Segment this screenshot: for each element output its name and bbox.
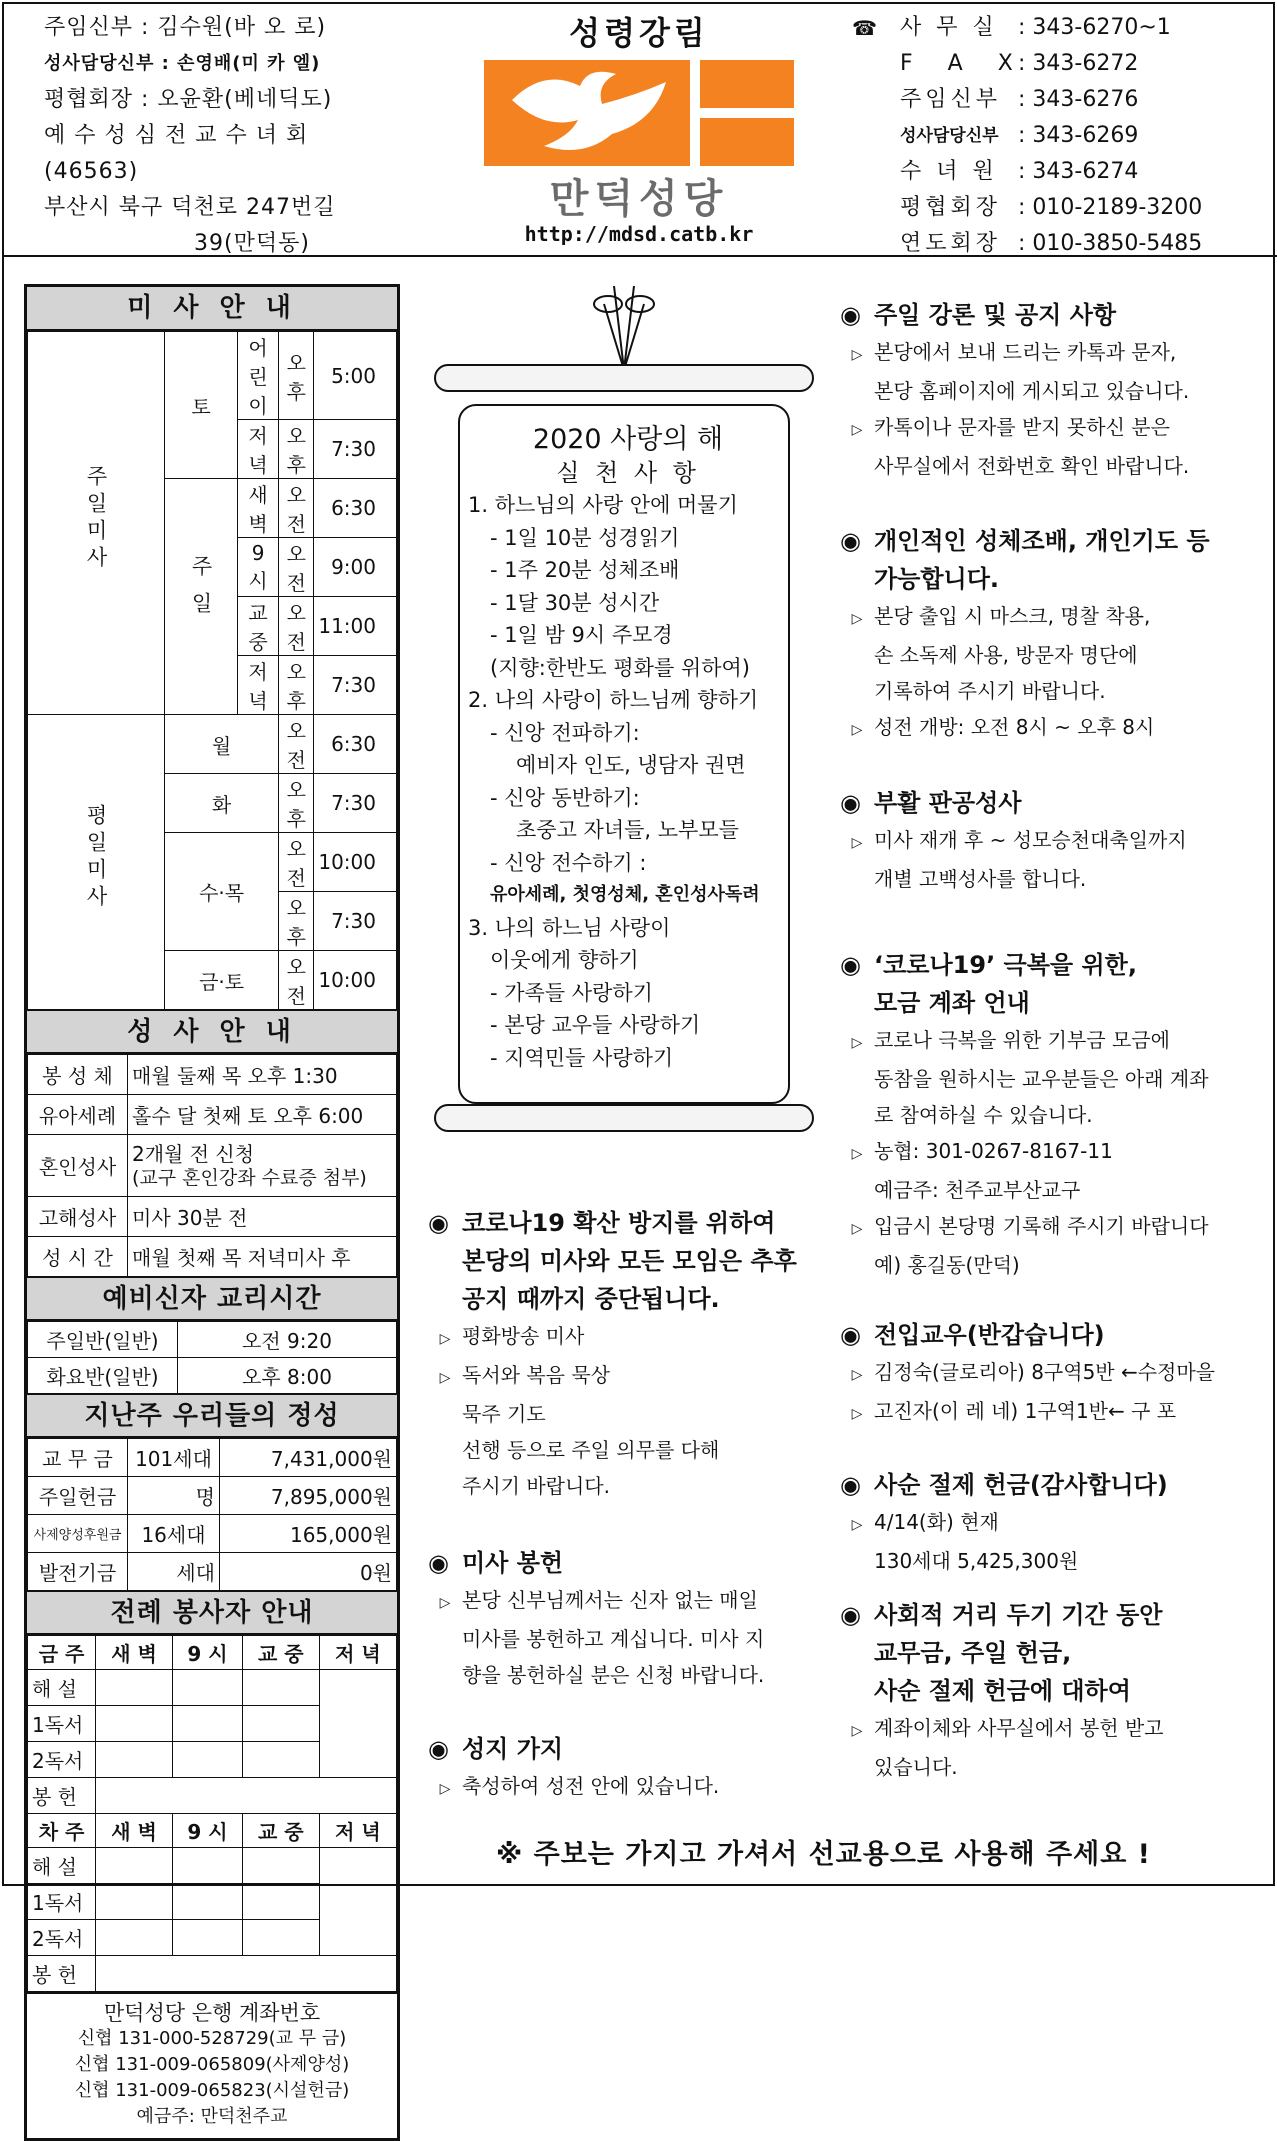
practice-line: - 신앙 동반하기: bbox=[490, 785, 640, 810]
parish-info-line: 주임신부 : 김수원(바 오 로) bbox=[44, 15, 327, 40]
triangle-bullet-icon: ▷ bbox=[439, 1595, 451, 1611]
notice-title: ◉ 전입교우(반갑습니다) bbox=[840, 1316, 1260, 1354]
triangle-bullet-icon: ▷ bbox=[851, 1367, 863, 1383]
servers-col: 교 중 bbox=[242, 1814, 319, 1848]
left-column bbox=[24, 284, 400, 2141]
practice-line: - 신앙 전수하기 : bbox=[490, 850, 647, 875]
triangle-bullet-icon: ▷ bbox=[851, 722, 863, 738]
scroll-top-rod bbox=[434, 364, 814, 392]
notice-line: 예금주: 천주교부산교구 bbox=[874, 1178, 1081, 1202]
mass-time: 7:30 bbox=[314, 656, 397, 715]
sunday-label: 주일 bbox=[165, 479, 238, 715]
notice-line: ▷ 카톡이나 문자를 받지 못하신 분은 bbox=[840, 409, 1260, 448]
notice-line: ▷ 본당에서 보내 드리는 카톡과 문자, bbox=[840, 334, 1260, 373]
bullet-icon: ◉ bbox=[428, 1209, 449, 1237]
class-time: 오후 8:00 bbox=[178, 1358, 397, 1394]
servers-col: 새 벽 bbox=[96, 1814, 173, 1848]
parish-info bbox=[44, 10, 336, 262]
contact-row: 평협회장 : 010-2189-3200 bbox=[900, 195, 1203, 220]
mass-ampm: 오전 bbox=[279, 833, 314, 892]
parish-info-line: 부산시 북구 덕천로 247번길 bbox=[44, 195, 336, 220]
mass-time: 7:30 bbox=[314, 420, 397, 479]
notice-line: 기록하여 주시기 바랍니다. bbox=[874, 679, 1106, 703]
server-role: 봉 헌 bbox=[28, 1956, 96, 1992]
triangle-bullet-icon: ▷ bbox=[851, 835, 863, 851]
triangle-bullet-icon: ▷ bbox=[851, 1723, 863, 1739]
triangle-bullet-icon: ▷ bbox=[439, 1781, 451, 1797]
sacrament-detail: 매월 둘째 목 오후 1:30 bbox=[128, 1055, 397, 1095]
bank-line: 신협 131-009-065823(시설헌금) bbox=[74, 2080, 350, 2101]
bank-line: 신협 131-000-528729(교 무 금) bbox=[77, 2028, 347, 2049]
mass-ampm: 오후 bbox=[279, 332, 314, 420]
dove-logo-icon bbox=[484, 60, 794, 220]
notice-line: ▷ 본당 출입 시 마스크, 명찰 착용, bbox=[840, 598, 1260, 637]
notice-line: ▷ 농협: 301-0267-8167-11 bbox=[840, 1133, 1260, 1172]
notice-line: ▷ 미사 재개 후 ~ 성모승천대축일까지 bbox=[840, 822, 1260, 861]
mass-ampm: 오전 bbox=[279, 597, 314, 656]
mass-ampm: 오후 bbox=[279, 774, 314, 833]
servers-col: 저 녁 bbox=[319, 1636, 396, 1670]
notice-title: ◉ 개인적인 성체조배, 개인기도 등 가능합니다. bbox=[840, 522, 1260, 598]
notice-line: 미사를 봉헌하고 계십니다. 미사 지 bbox=[462, 1627, 765, 1651]
practice-line: - 지역민들 사랑하기 bbox=[490, 1045, 674, 1070]
scroll-text bbox=[468, 424, 788, 1074]
practice-line: - 1달 30분 성시간 bbox=[490, 590, 660, 615]
mass-ampm: 오전 bbox=[279, 715, 314, 774]
triangle-bullet-icon: ▷ bbox=[851, 1517, 863, 1533]
offering-table bbox=[27, 1438, 397, 1591]
bullet-icon: ◉ bbox=[840, 951, 861, 979]
practice-line: - 신앙 전파하기: bbox=[490, 720, 640, 745]
catechumen-title: 예비신자 교리시간 bbox=[27, 1277, 397, 1321]
bullet-icon: ◉ bbox=[840, 1321, 861, 1349]
triangle-bullet-icon: ▷ bbox=[851, 1406, 863, 1422]
notice-title: ◉ 미사 봉헌 bbox=[428, 1544, 828, 1582]
mass-schedule-table bbox=[27, 331, 397, 1010]
practice-line: 유아세례, 첫영성체, 혼인성사독려 bbox=[490, 884, 760, 905]
mass-time: 6:30 bbox=[314, 479, 397, 538]
liturgical-title: 성령강림 bbox=[569, 14, 709, 52]
sacrament-name: 혼인성사 bbox=[28, 1135, 128, 1197]
mass-name: 교 중 bbox=[238, 597, 279, 656]
bank-line: 신협 131-009-065809(사제양성) bbox=[74, 2054, 350, 2075]
server-role: 1독서 bbox=[28, 1706, 96, 1742]
notice-line: ▷ 김정숙(글로리아) 8구역5반 ←수정마을 bbox=[840, 1354, 1260, 1393]
week-label: 금 주 bbox=[28, 1636, 96, 1670]
notice-block bbox=[428, 1204, 828, 1504]
offering-name: 발전기금 bbox=[28, 1553, 128, 1591]
bullet-icon: ◉ bbox=[840, 301, 861, 329]
practice-line: (지향:한반도 평화를 위하여) bbox=[490, 655, 750, 680]
notice-line: 묵주 기도 bbox=[462, 1402, 546, 1426]
header bbox=[4, 4, 1277, 257]
sacrament-detail: 매월 첫째 목 저녁미사 후 bbox=[128, 1237, 397, 1277]
notice-line: ▷ 입금시 본당명 기록해 주시기 바랍니다 bbox=[840, 1208, 1260, 1247]
triangle-bullet-icon: ▷ bbox=[851, 422, 863, 438]
notice-title: ◉ 사순 절제 헌금(감사합니다) bbox=[840, 1466, 1260, 1504]
sacrament-detail: 2개월 전 신청 (교구 혼인강좌 수료증 첨부) bbox=[128, 1135, 397, 1197]
phone-icon: ☎ bbox=[852, 16, 877, 40]
notice-line: 로 참여하실 수 있습니다. bbox=[874, 1103, 1093, 1127]
notice-title: ◉ 성지 가지 bbox=[428, 1730, 828, 1768]
sacrament-title: 성 사 안 내 bbox=[27, 1010, 397, 1054]
notice-block bbox=[840, 1596, 1260, 1785]
scroll-banner bbox=[428, 284, 820, 1144]
servers-col: 9 시 bbox=[173, 1814, 243, 1848]
server-role: 2독서 bbox=[28, 1920, 96, 1956]
server-role: 2독서 bbox=[28, 1742, 96, 1778]
offering-count: 명 bbox=[128, 1477, 220, 1515]
sacrament-name: 유아세례 bbox=[28, 1095, 128, 1135]
offering-title: 지난주 우리들의 정성 bbox=[27, 1394, 397, 1438]
mass-name: 어린이 bbox=[238, 332, 279, 420]
class-name: 화요반(일반) bbox=[28, 1358, 178, 1394]
notice-line: 있습니다. bbox=[874, 1755, 958, 1779]
sacrament-name: 성 시 간 bbox=[28, 1237, 128, 1277]
server-role: 봉 헌 bbox=[28, 1778, 96, 1814]
notice-line: ▷ 코로나 극복을 위한 기부금 모금에 bbox=[840, 1022, 1260, 1061]
weekday-day: 금·토 bbox=[165, 951, 279, 1010]
practice-line: 2. 나의 사랑이 하느님께 향하기 bbox=[468, 688, 759, 712]
offering-count: 16세대 bbox=[128, 1515, 220, 1553]
servers-col: 9 시 bbox=[173, 1636, 243, 1670]
offering-name: 주일헌금 bbox=[28, 1477, 128, 1515]
sacrament-name: 봉 성 체 bbox=[28, 1055, 128, 1095]
bullet-icon: ◉ bbox=[840, 789, 861, 817]
triangle-bullet-icon: ▷ bbox=[851, 1221, 863, 1237]
bullet-icon: ◉ bbox=[428, 1735, 449, 1763]
contact-row: 수 녀 원 : 343-6274 bbox=[900, 159, 1139, 184]
practice-line: 이웃에게 향하기 bbox=[490, 948, 639, 972]
notice-line: 개별 고백성사를 합니다. bbox=[874, 867, 1087, 891]
mass-ampm: 오전 bbox=[279, 538, 314, 597]
offering-name: 교 무 금 bbox=[28, 1439, 128, 1477]
notice-line: 손 소독제 사용, 방문자 명단에 bbox=[874, 643, 1138, 667]
offering-amount: 0원 bbox=[220, 1553, 397, 1591]
week-label: 차 주 bbox=[28, 1814, 96, 1848]
practice-line: - 1주 20분 성체조배 bbox=[490, 558, 680, 582]
notice-line: ▷ 계좌이체와 사무실에서 봉헌 받고 bbox=[840, 1710, 1260, 1749]
bullet-icon: ◉ bbox=[840, 1471, 861, 1499]
parish-info-line: 39(만덕동) bbox=[194, 231, 310, 256]
sacrament-detail: 홀수 달 첫째 토 오후 6:00 bbox=[128, 1095, 397, 1135]
weekday-day: 화 bbox=[165, 774, 279, 833]
parish-logo bbox=[484, 60, 794, 220]
notice-block bbox=[840, 1316, 1260, 1432]
notice-block bbox=[840, 1466, 1260, 1579]
notice-block bbox=[840, 946, 1260, 1283]
mass-schedule-title: 미 사 안 내 bbox=[27, 287, 397, 331]
notice-title: ◉ 사회적 거리 두기 기간 동안 교무금, 주일 헌금, 사순 절제 헌금에 대하여 bbox=[840, 1596, 1260, 1710]
triangle-bullet-icon: ▷ bbox=[851, 611, 863, 627]
offering-amount: 165,000원 bbox=[220, 1515, 397, 1553]
practice-line: - 가족들 사랑하기 bbox=[490, 980, 653, 1005]
bullet-icon: ◉ bbox=[840, 527, 861, 555]
server-role: 1독서 bbox=[28, 1884, 96, 1920]
bulletin-frame bbox=[2, 2, 1275, 2127]
mass-time: 9:00 bbox=[314, 538, 397, 597]
footer-note: ※ 주보는 가지고 가셔서 선교용으로 사용해 주세요 ! bbox=[496, 1839, 1152, 1870]
bank-title: 만덕성당 은행 계좌번호 bbox=[103, 2001, 321, 2025]
sunday-mass-label: 주일미사 bbox=[28, 332, 165, 715]
sacrament-table bbox=[27, 1054, 397, 1277]
practice-line: 1. 하느님의 사랑 안에 머물기 bbox=[468, 493, 738, 517]
notice-block bbox=[840, 784, 1260, 897]
sacrament-detail: 미사 30분 전 bbox=[128, 1197, 397, 1237]
scroll-bottom-rod bbox=[434, 1104, 814, 1132]
servers-table bbox=[27, 1635, 397, 1992]
contact-row: 연도회장 : 010-3850-5485 bbox=[900, 231, 1203, 256]
mass-time: 6:30 bbox=[314, 715, 397, 774]
practice-line: - 1일 10분 성경읽기 bbox=[490, 525, 680, 550]
masthead bbox=[474, 8, 804, 246]
triangle-bullet-icon: ▷ bbox=[851, 1146, 863, 1162]
server-role: 해 설 bbox=[28, 1848, 96, 1884]
triangle-bullet-icon: ▷ bbox=[851, 347, 863, 363]
notice-title: ◉ 코로나19 확산 방지를 위하여 본당의 미사와 모든 모임은 추후 공지 때까지 중단됩니다. bbox=[428, 1204, 828, 1318]
notice-line: 선행 등으로 주일 의무를 다해 bbox=[462, 1438, 720, 1462]
offering-amount: 7,431,000원 bbox=[220, 1439, 397, 1477]
practice-line: 예비자 인도, 냉담자 권면 bbox=[516, 753, 746, 777]
notice-title: ◉ 부활 판공성사 bbox=[840, 784, 1260, 822]
notice-line: 주시기 바랍니다. bbox=[462, 1474, 610, 1498]
bullet-icon: ◉ bbox=[428, 1549, 449, 1577]
notice-block bbox=[840, 296, 1260, 484]
notice-line: 본당 홈페이지에 게시되고 있습니다. bbox=[874, 379, 1190, 403]
mass-time: 7:30 bbox=[314, 892, 397, 951]
weekday-mass-label: 평일미사 bbox=[28, 715, 165, 1010]
parish-info-line: 성사담당신부 : 손영배(미 카 엘) bbox=[44, 53, 321, 74]
contact-row: 주임신부 : 343-6276 bbox=[900, 87, 1139, 112]
notice-line: 향을 봉헌하실 분은 신청 바랍니다. bbox=[462, 1663, 765, 1687]
mass-time: 7:30 bbox=[314, 774, 397, 833]
bank-line: 예금주: 만덕천주교 bbox=[136, 2106, 288, 2127]
notice-block bbox=[428, 1730, 828, 1807]
servers-col: 저 녁 bbox=[319, 1814, 396, 1848]
mass-name: 저 녁 bbox=[238, 656, 279, 715]
weekday-day: 월 bbox=[165, 715, 279, 774]
contact-row: F A X : 343-6272 bbox=[900, 51, 1139, 76]
class-name: 주일반(일반) bbox=[28, 1322, 178, 1358]
servers-col: 새 벽 bbox=[96, 1636, 173, 1670]
notice-title: ◉ 주일 강론 및 공지 사항 bbox=[840, 296, 1260, 334]
offering-amount: 7,895,000원 bbox=[220, 1477, 397, 1515]
notice-line: ▷ 축성하여 성전 안에 있습니다. bbox=[428, 1768, 828, 1807]
notice-line: ▷ 고진자(이 레 네) 1구역1반← 구 포 bbox=[840, 1393, 1260, 1432]
bullet-icon: ◉ bbox=[840, 1601, 861, 1629]
parish-info-line: (46563) bbox=[44, 159, 139, 184]
servers-col: 교 중 bbox=[242, 1636, 319, 1670]
offering-count: 101세대 bbox=[128, 1439, 220, 1477]
mass-ampm: 오전 bbox=[279, 479, 314, 538]
sacrament-name: 고해성사 bbox=[28, 1197, 128, 1237]
catechumen-table bbox=[27, 1321, 397, 1394]
contact-row: 성사담당신부 : 343-6269 bbox=[900, 123, 1139, 148]
practice-line: 초중고 자녀들, 노부모들 bbox=[516, 818, 739, 842]
notice-line: 예) 홍길동(만덕) bbox=[874, 1253, 1020, 1277]
notice-line: ▷ 성전 개방: 오전 8시 ~ 오후 8시 bbox=[840, 709, 1260, 748]
notice-title: ◉ ‘코로나19’ 극복을 위한, 모금 계좌 언내 bbox=[840, 946, 1260, 1022]
parish-url[interactable]: http://mdsd.catb.kr bbox=[524, 222, 754, 246]
notice-line: ▷ 본당 신부님께서는 신자 없는 매일 bbox=[428, 1582, 828, 1621]
practice-line: 3. 나의 하느님 사랑이 bbox=[468, 915, 671, 940]
mass-time: 10:00 bbox=[314, 833, 397, 892]
triangle-bullet-icon: ▷ bbox=[439, 1370, 451, 1386]
saturday-label: 토 bbox=[165, 332, 238, 479]
triangle-bullet-icon: ▷ bbox=[851, 1035, 863, 1051]
contact-row: 사 무 실 : 343-6270~1 bbox=[900, 15, 1171, 40]
offering-count: 세대 bbox=[128, 1553, 220, 1591]
notice-line: ▷ 독서와 복음 묵상 bbox=[428, 1357, 828, 1396]
notice-block bbox=[840, 522, 1260, 748]
mass-ampm: 오전 bbox=[279, 951, 314, 1010]
mass-ampm: 오후 bbox=[279, 892, 314, 951]
notice-block bbox=[428, 1544, 828, 1693]
notice-line: 사무실에서 전화번호 확인 바랍니다. bbox=[874, 454, 1190, 478]
mass-time: 10:00 bbox=[314, 951, 397, 1010]
notice-line: ▷ 평화방송 미사 bbox=[428, 1318, 828, 1357]
server-role: 해 설 bbox=[28, 1670, 96, 1706]
contact-list bbox=[852, 10, 1203, 262]
class-time: 오전 9:20 bbox=[178, 1322, 397, 1358]
offering-name: 사제양성후원금 bbox=[28, 1515, 128, 1553]
bank-accounts bbox=[27, 1992, 397, 2138]
mass-time: 5:00 bbox=[314, 332, 397, 420]
parish-info-line: 평협회장 : 오윤환(베네딕도) bbox=[44, 87, 333, 112]
notice-line: ▷ 4/14(화) 현재 bbox=[840, 1504, 1260, 1543]
mass-ampm: 오후 bbox=[279, 420, 314, 479]
mass-name: 저 녁 bbox=[238, 420, 279, 479]
notice-line: 동참을 원하시는 교우분들은 아래 계좌 bbox=[874, 1067, 1209, 1091]
mass-time: 11:00 bbox=[314, 597, 397, 656]
servers-title: 전례 봉사자 안내 bbox=[27, 1591, 397, 1635]
parish-info-line: 예 수 성 심 전 교 수 녀 회 bbox=[44, 123, 309, 148]
logo-text: 만덕성당 bbox=[549, 176, 729, 222]
mass-ampm: 오후 bbox=[279, 656, 314, 715]
practice-line: - 본당 교우들 사랑하기 bbox=[490, 1013, 701, 1037]
notice-line: 130세대 5,425,300원 bbox=[874, 1549, 1079, 1573]
scroll-title: 2020 사랑의 해 bbox=[532, 424, 724, 455]
mass-name: 새 벽 bbox=[238, 479, 279, 538]
mass-name: 9 시 bbox=[238, 538, 279, 597]
weekday-day: 수·목 bbox=[165, 833, 279, 951]
triangle-bullet-icon: ▷ bbox=[439, 1331, 451, 1347]
practice-line: - 1일 밤 9시 주모경 bbox=[490, 623, 673, 647]
scroll-subtitle: 실 천 사 항 bbox=[556, 458, 700, 487]
